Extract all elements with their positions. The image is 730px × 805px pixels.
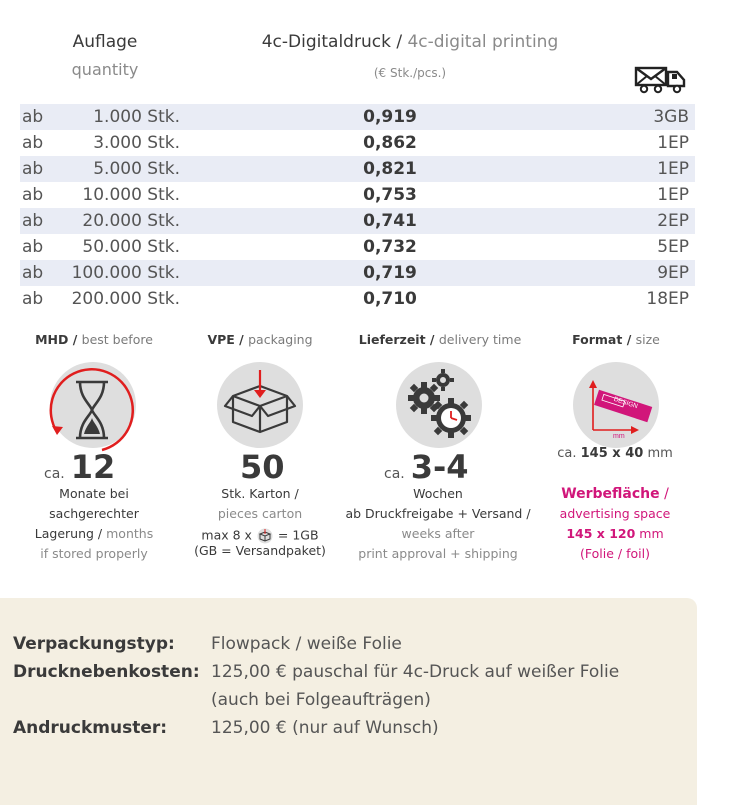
info-key: Andruckmuster: xyxy=(13,718,168,738)
row-quantity: 50.000 Stk. xyxy=(82,237,180,257)
vpe-title: VPE / packaging xyxy=(207,332,313,347)
mhd-value: ca. 12 xyxy=(44,448,116,486)
row-shipping: 9EP xyxy=(657,263,689,283)
row-ab-label: ab xyxy=(22,237,44,257)
info-value: 125,00 € pauschal für 4c-Druck auf weißer Folie xyxy=(211,662,620,682)
hourglass-icon xyxy=(42,360,142,460)
vpe-value: 50 xyxy=(240,448,285,486)
row-ab-label: ab xyxy=(22,289,44,309)
row-shipping: 1EP xyxy=(657,185,689,205)
info-key: Verpackungstyp: xyxy=(13,634,175,654)
row-price: 0,732 xyxy=(363,237,417,257)
row-quantity: 100.000 Stk. xyxy=(71,263,180,283)
mhd-text: Monate bei sachgerechter Lagerung / months if stored properly xyxy=(34,486,154,561)
format-size: ca. 145 x 40 mm xyxy=(557,446,673,461)
quantity-header xyxy=(60,32,150,79)
row-price: 0,710 xyxy=(363,289,417,309)
price-row xyxy=(20,130,695,156)
vpe-gb-note: max 8 x = 1GB (GB = Versandpaket) xyxy=(194,527,326,558)
format-area: Werbefläche / advertising space 145 x 120 mm (Folie / foil) xyxy=(559,486,671,561)
price-table xyxy=(20,104,695,312)
unit-label: (€ Stk./pcs.) xyxy=(373,66,447,80)
gears-clock-icon xyxy=(396,362,482,448)
row-ab-label: ab xyxy=(22,107,44,127)
quantity-header-de: Auflage xyxy=(72,32,138,52)
price-row xyxy=(20,286,695,312)
format-title: Format / size xyxy=(572,332,660,347)
row-shipping: 2EP xyxy=(657,211,689,231)
delivery-title: Lieferzeit / delivery time xyxy=(358,332,522,347)
row-quantity: 20.000 Stk. xyxy=(82,211,180,231)
format-icon xyxy=(573,362,659,448)
row-ab-label: ab xyxy=(22,211,44,231)
row-shipping: 5EP xyxy=(657,237,689,257)
info-panel xyxy=(0,598,697,805)
row-quantity: 10.000 Stk. xyxy=(82,185,180,205)
print-header-en: 4c-digital printing xyxy=(407,32,559,52)
info-value: Flowpack / weiße Folie xyxy=(211,634,402,654)
row-price: 0,753 xyxy=(363,185,417,205)
row-quantity: 1.000 Stk. xyxy=(93,107,180,127)
row-shipping: 18EP xyxy=(646,289,689,309)
box-icon xyxy=(217,362,303,448)
price-row xyxy=(20,156,695,182)
print-header-de: 4c-Digitaldruck xyxy=(261,32,391,52)
row-price: 0,862 xyxy=(363,133,417,153)
small-box-icon xyxy=(256,528,274,544)
print-header: 4c-Digitaldruck / 4c-digital printing xyxy=(261,32,559,52)
row-ab-label: ab xyxy=(22,263,44,283)
row-shipping: 1EP xyxy=(657,159,689,179)
vpe-text: Stk. Karton / pieces carton xyxy=(217,486,303,521)
format-icon-mm: mm xyxy=(613,433,625,440)
row-ab-label: ab xyxy=(22,185,44,205)
row-ab-label: ab xyxy=(22,133,44,153)
row-price: 0,821 xyxy=(363,159,417,179)
price-row xyxy=(20,182,695,208)
row-price: 0,719 xyxy=(363,263,417,283)
price-row xyxy=(20,260,695,286)
delivery-value: ca. 3-4 xyxy=(384,448,469,486)
quantity-header-en: quantity xyxy=(71,60,139,79)
info-key: Drucknebenkosten: xyxy=(13,662,200,682)
row-quantity: 5.000 Stk. xyxy=(93,159,180,179)
row-quantity: 3.000 Stk. xyxy=(93,133,180,153)
envelope-truck-icon xyxy=(634,64,688,94)
row-shipping: 1EP xyxy=(657,133,689,153)
row-price: 0,919 xyxy=(363,107,417,127)
format-icon-design-text: DESIGN xyxy=(612,395,639,411)
info-value: 125,00 € (nur auf Wunsch) xyxy=(211,718,439,738)
price-row xyxy=(20,104,695,130)
row-price: 0,741 xyxy=(363,211,417,231)
price-row xyxy=(20,208,695,234)
row-ab-label: ab xyxy=(22,159,44,179)
row-quantity: 200.000 Stk. xyxy=(71,289,180,309)
info-value: (auch bei Folgeaufträgen) xyxy=(211,690,431,710)
delivery-text: Wochen ab Druckfreigabe + Versand / weeks after print approval + shipping xyxy=(345,486,531,561)
row-shipping: 3GB xyxy=(653,107,689,127)
mhd-title: MHD / best before xyxy=(35,332,153,347)
price-row xyxy=(20,234,695,260)
